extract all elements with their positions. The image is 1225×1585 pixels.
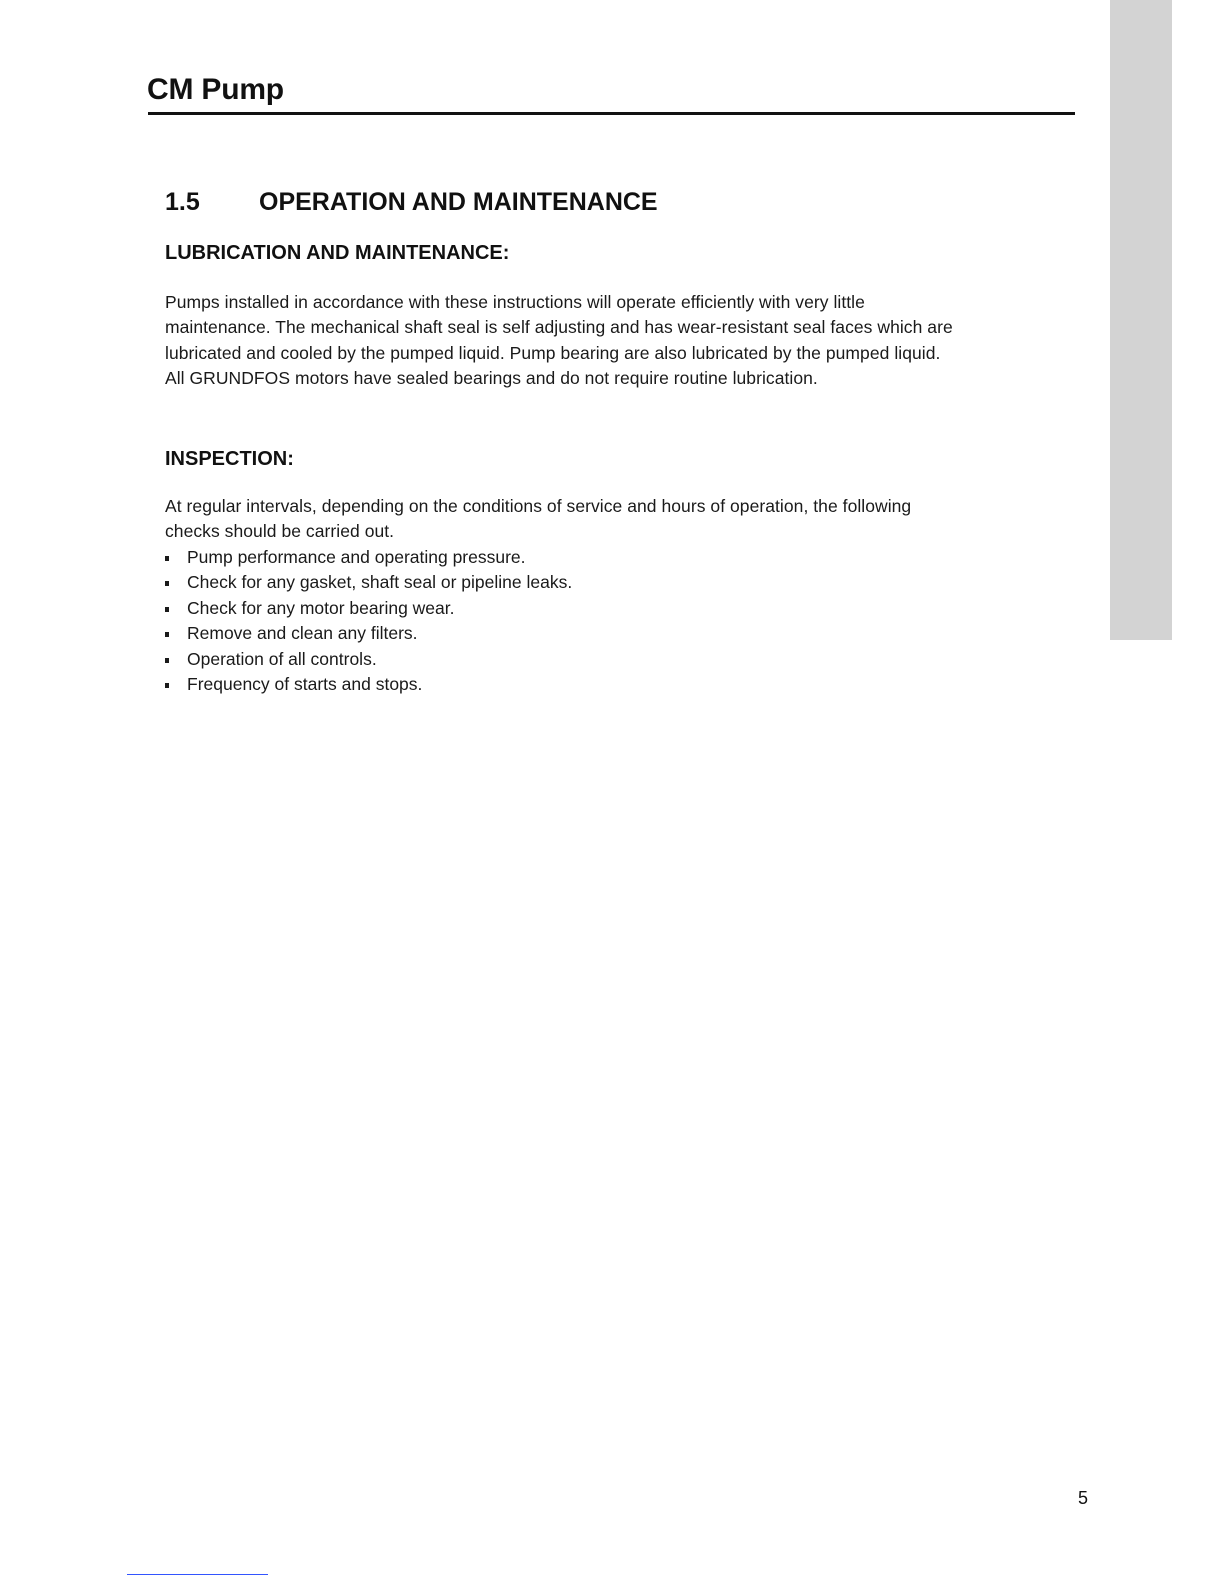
bullet-icon [165,658,169,663]
inspection-heading: INSPECTION: [165,448,294,470]
bullet-icon [165,607,169,612]
lubrication-heading: LUBRICATION AND MAINTENANCE: [165,242,510,264]
bullet-icon [165,581,169,586]
section-heading [165,185,658,219]
section-number: 1.5 [165,188,200,216]
bullet-icon [165,632,169,637]
checklist-item [165,545,572,570]
lubrication-paragraph: Pumps installed in accordance with these instructions will operate efficiently with very little maintenance. The mechanical shaft seal is self adjusting and has wear-resistant seal faces which are lubricated and cooled by the pumped liquid. Pump bearing are also lubricated by the pumped liquid. All GRUNDFOS motors have sealed bearings and do not require routine lubrication. [165,292,953,389]
page-number: 5 [1078,1488,1089,1508]
checklist-item-text: Frequency of starts and stops. [187,674,423,695]
side-tab [1110,0,1172,640]
checklist-item [165,672,572,697]
checklist-item [165,647,572,672]
checklist-item [165,621,572,646]
footer-link-line [127,1574,268,1575]
document-title: CM Pump [147,73,284,106]
inspection-checklist [165,545,572,697]
inspection-intro: At regular intervals, depending on the conditions of service and hours of operation, the following checks should be carried out. [165,496,912,542]
checklist-item [165,570,572,595]
checklist-item-text: Remove and clean any filters. [187,623,418,644]
checklist-item-text: Check for any motor bearing wear. [187,597,455,618]
bullet-icon [165,683,169,688]
header-rule [148,112,1075,115]
checklist-item [165,596,572,621]
bullet-icon [165,556,169,561]
checklist-item-text: Check for any gasket, shaft seal or pipeline leaks. [187,572,573,593]
section-title: OPERATION AND MAINTENANCE [259,188,658,216]
checklist-item-text: Operation of all controls. [187,648,377,669]
checklist-item-text: Pump performance and operating pressure. [187,547,526,567]
